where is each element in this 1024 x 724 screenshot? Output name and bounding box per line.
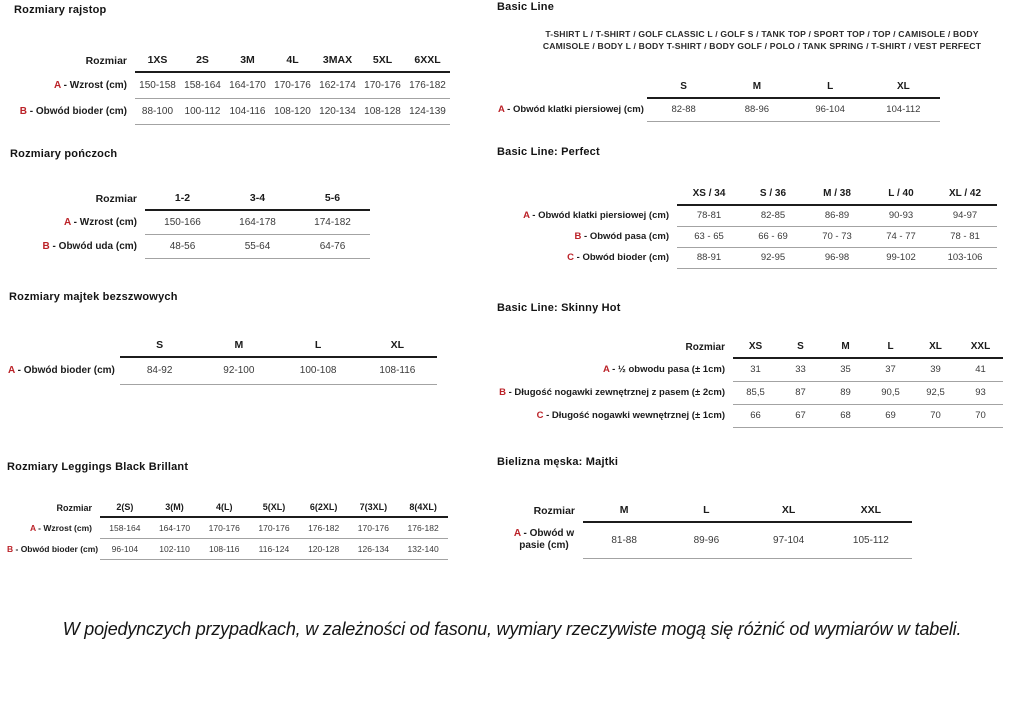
size-column-header: XL xyxy=(748,498,830,522)
section-title-majtki-bezszwowe: Rozmiary majtek bezszwowych xyxy=(9,291,178,303)
size-value: 82-85 xyxy=(741,205,805,226)
size-table xyxy=(20,188,370,259)
size-column-header: S xyxy=(647,76,720,98)
size-value: 93 xyxy=(958,381,1003,404)
size-value: 103-106 xyxy=(933,247,997,268)
size-column-header: M xyxy=(199,335,278,357)
size-value: 55-64 xyxy=(220,234,295,258)
table-corner-label: Rozmiar xyxy=(95,193,137,205)
size-table-perfect xyxy=(510,184,997,269)
size-column-header: 2(S) xyxy=(100,500,150,517)
size-column-header: 2S xyxy=(180,50,225,72)
size-value: 74 - 77 xyxy=(869,226,933,247)
size-column-header: 3(M) xyxy=(150,500,200,517)
size-column-header: 5XL xyxy=(360,50,405,72)
size-value: 108-116 xyxy=(358,357,437,384)
row-label: B - Obwód pasa (cm) xyxy=(574,231,669,242)
size-value: 70 xyxy=(958,404,1003,427)
section-title-rajstopy: Rozmiary rajstop xyxy=(14,4,107,16)
section-title-perfect: Basic Line: Perfect xyxy=(497,146,600,158)
size-column-header: 3-4 xyxy=(220,188,295,210)
size-column-header: XL / 42 xyxy=(933,184,997,205)
size-value: 69 xyxy=(868,404,913,427)
table-row xyxy=(8,357,437,384)
size-value: 97-104 xyxy=(748,522,830,558)
row-label: A - Wzrost (cm) xyxy=(29,522,92,533)
size-value: 170-176 xyxy=(249,517,299,538)
row-label: A - Obwód w pasie (cm) xyxy=(513,527,575,551)
size-value: 92-100 xyxy=(199,357,278,384)
size-value: 176-182 xyxy=(299,517,349,538)
dimension-letter: C xyxy=(536,410,544,421)
size-value: 87 xyxy=(778,381,823,404)
size-value: 164-178 xyxy=(220,210,295,234)
size-column-header: XL xyxy=(358,335,437,357)
row-label: C - Obwód bioder (cm) xyxy=(567,252,669,263)
size-table xyxy=(505,498,912,559)
size-value: 88-91 xyxy=(677,247,741,268)
size-value: 108-120 xyxy=(270,98,315,124)
footer-disclaimer: W pojedynczych przypadkach, w zależności od fasonu, wymiary rzeczywiste mogą się różnić od wymiarów w tabeli. xyxy=(62,619,962,639)
size-value: 99-102 xyxy=(869,247,933,268)
size-column-header: L xyxy=(868,337,913,358)
section-title-majtki-meskie: Bielizna męska: Majtki xyxy=(497,456,619,468)
header-row xyxy=(495,337,1003,358)
product-list-line-2: CAMISOLE / BODY L / BODY T-SHIRT / BODY GOLF / POLO / TANK SPRING / T-SHIRT / VEST PERFECT xyxy=(542,40,982,51)
row-label: A - ½ obwodu pasa (± 1cm) xyxy=(602,364,725,375)
size-value: 85,5 xyxy=(733,381,778,404)
header-row xyxy=(510,184,997,205)
size-column-header: 6XXL xyxy=(405,50,450,72)
size-value: 88-96 xyxy=(720,98,793,121)
size-table-leggings xyxy=(7,500,448,560)
table-corner-label: Rozmiar xyxy=(533,505,575,517)
size-value: 102-110 xyxy=(150,538,200,559)
size-value: 78 - 81 xyxy=(933,226,997,247)
size-value: 126-134 xyxy=(349,538,399,559)
basic-line-product-list xyxy=(500,29,1024,52)
table-row xyxy=(495,381,1003,404)
size-column-header: 6(2XL) xyxy=(299,500,349,517)
size-value: 174-182 xyxy=(295,210,370,234)
size-column-header: M xyxy=(583,498,665,522)
size-value: 162-174 xyxy=(315,72,360,98)
size-table xyxy=(498,76,940,122)
size-value: 41 xyxy=(958,358,1003,381)
size-value: 164-170 xyxy=(150,517,200,538)
table-corner-label xyxy=(510,184,677,205)
size-value: 70 xyxy=(913,404,958,427)
size-table-skinny-hot xyxy=(495,337,1003,428)
dimension-letter: A xyxy=(64,216,71,228)
size-value: 63 - 65 xyxy=(677,226,741,247)
dimension-letter: A xyxy=(54,79,61,91)
table-corner-label: Rozmiar xyxy=(56,503,92,513)
table-row xyxy=(495,404,1003,427)
size-value: 82-88 xyxy=(647,98,720,121)
size-value: 132-140 xyxy=(398,538,448,559)
header-row xyxy=(14,50,450,72)
size-column-header: L xyxy=(794,76,867,98)
size-column-header: XS / 34 xyxy=(677,184,741,205)
size-value: 164-170 xyxy=(225,72,270,98)
row-label: B - Obwód uda (cm) xyxy=(42,240,137,252)
size-value: 78-81 xyxy=(677,205,741,226)
dimension-letter: B xyxy=(19,105,27,117)
size-column-header: XL xyxy=(867,76,940,98)
dimension-letter: A xyxy=(498,104,505,115)
dimension-letter: B xyxy=(7,543,14,554)
size-column-header: S / 36 xyxy=(741,184,805,205)
size-value: 158-164 xyxy=(100,517,150,538)
row-label: A - Wzrost (cm) xyxy=(54,79,127,91)
row-label: A - Obwód bioder (cm) xyxy=(8,365,115,376)
size-column-header: S xyxy=(120,335,199,357)
table-row xyxy=(14,72,450,98)
header-row xyxy=(505,498,912,522)
size-value: 89-96 xyxy=(665,522,747,558)
table-row xyxy=(510,226,997,247)
size-column-header: XS xyxy=(733,337,778,358)
size-value: 70 - 73 xyxy=(805,226,869,247)
size-value: 35 xyxy=(823,358,868,381)
header-row xyxy=(7,500,448,517)
size-table xyxy=(14,50,450,125)
header-row xyxy=(8,335,437,357)
row-label: B - Długość nogawki zewnętrznej z pasem (± 2cm) xyxy=(499,387,725,398)
size-value: 90-93 xyxy=(869,205,933,226)
size-value: 37 xyxy=(868,358,913,381)
section-title-ponczochy: Rozmiary pończoch xyxy=(10,148,118,160)
size-value: 67 xyxy=(778,404,823,427)
size-column-header: M / 38 xyxy=(805,184,869,205)
size-column-header: 7(3XL) xyxy=(349,500,399,517)
row-label: A - Obwód klatki piersiowej (cm) xyxy=(498,104,644,115)
size-value: 39 xyxy=(913,358,958,381)
section-title-skinny-hot: Basic Line: Skinny Hot xyxy=(497,302,621,314)
size-table-ponczochy xyxy=(20,188,370,259)
table-row xyxy=(20,210,370,234)
size-table-majtki-bezszwowe xyxy=(8,335,437,385)
header-row xyxy=(498,76,940,98)
size-value: 64-76 xyxy=(295,234,370,258)
size-value: 96-98 xyxy=(805,247,869,268)
dimension-letter: B xyxy=(42,240,50,252)
size-column-header: 5-6 xyxy=(295,188,370,210)
table-corner-label: Rozmiar xyxy=(685,342,725,353)
size-column-header: 1XS xyxy=(135,50,180,72)
size-value: 108-128 xyxy=(360,98,405,124)
row-label: B - Obwód bioder (cm) xyxy=(7,543,99,554)
table-row xyxy=(20,234,370,258)
size-value: 48-56 xyxy=(145,234,220,258)
size-value: 81-88 xyxy=(583,522,665,558)
size-column-header: 1-2 xyxy=(145,188,220,210)
size-value: 66 xyxy=(733,404,778,427)
size-column-header: L xyxy=(279,335,358,357)
size-value: 92-95 xyxy=(741,247,805,268)
row-label: A - Obwód klatki piersiowej (cm) xyxy=(523,210,669,221)
table-row xyxy=(7,517,448,538)
dimension-letter: A xyxy=(523,210,530,221)
size-value: 170-176 xyxy=(360,72,405,98)
size-column-header: XXL xyxy=(830,498,912,522)
size-table xyxy=(8,335,437,385)
size-value: 88-100 xyxy=(135,98,180,124)
table-corner-label: Rozmiar xyxy=(85,55,127,67)
size-value: 104-116 xyxy=(225,98,270,124)
table-row xyxy=(510,205,997,226)
table-row xyxy=(495,358,1003,381)
size-value: 158-164 xyxy=(180,72,225,98)
size-value: 84-92 xyxy=(120,357,199,384)
size-value: 90,5 xyxy=(868,381,913,404)
table-row xyxy=(7,538,448,559)
size-column-header: 4L xyxy=(270,50,315,72)
size-column-header: XL xyxy=(913,337,958,358)
size-table xyxy=(7,500,448,560)
table-corner-label xyxy=(8,335,120,357)
row-label: A - Wzrost (cm) xyxy=(64,216,137,228)
size-column-header: 3MAX xyxy=(315,50,360,72)
size-value: 150-166 xyxy=(145,210,220,234)
size-value: 124-139 xyxy=(405,98,450,124)
size-column-header: 5(XL) xyxy=(249,500,299,517)
size-table xyxy=(495,337,1003,428)
size-value: 66 - 69 xyxy=(741,226,805,247)
size-value: 176-182 xyxy=(398,517,448,538)
dimension-letter: C xyxy=(567,252,574,263)
table-row xyxy=(505,522,912,558)
row-label: B - Obwód bioder (cm) xyxy=(19,105,127,117)
size-value: 108-116 xyxy=(199,538,249,559)
dimension-letter: A xyxy=(29,522,36,533)
size-value: 31 xyxy=(733,358,778,381)
table-row xyxy=(510,247,997,268)
size-column-header: L / 40 xyxy=(869,184,933,205)
size-value: 89 xyxy=(823,381,868,404)
size-value: 68 xyxy=(823,404,868,427)
size-table-basic-line xyxy=(498,76,940,122)
size-value: 86-89 xyxy=(805,205,869,226)
size-value: 100-108 xyxy=(279,357,358,384)
size-value: 104-112 xyxy=(867,98,940,121)
size-table-majtki-meskie xyxy=(505,498,912,559)
size-value: 116-124 xyxy=(249,538,299,559)
row-label: C - Długość nogawki wewnętrznej (± 1cm) xyxy=(536,410,725,421)
dimension-letter: B xyxy=(499,387,506,398)
table-corner-label xyxy=(498,76,647,98)
size-value: 92,5 xyxy=(913,381,958,404)
size-value: 120-128 xyxy=(299,538,349,559)
dimension-letter: A xyxy=(602,364,610,375)
section-title-leggings: Rozmiary Leggings Black Brillant xyxy=(7,461,189,473)
size-column-header: M xyxy=(823,337,868,358)
size-value: 176-182 xyxy=(405,72,450,98)
size-table-rajstopy xyxy=(14,50,450,125)
size-value: 170-176 xyxy=(270,72,315,98)
size-value: 96-104 xyxy=(794,98,867,121)
size-value: 94-97 xyxy=(933,205,997,226)
size-column-header: 8(4XL) xyxy=(398,500,448,517)
size-value: 96-104 xyxy=(100,538,150,559)
section-title-basic-line: Basic Line xyxy=(497,1,555,13)
size-column-header: 3M xyxy=(225,50,270,72)
table-row xyxy=(14,98,450,124)
size-column-header: 4(L) xyxy=(199,500,249,517)
dimension-letter: A xyxy=(513,527,521,539)
product-list-line-1: T-SHIRT L / T-SHIRT / GOLF CLASSIC L / GOLF S / TANK TOP / SPORT TOP / TOP / CAMISOLE / BODY xyxy=(545,29,979,39)
size-value: 170-176 xyxy=(349,517,399,538)
size-value: 120-134 xyxy=(315,98,360,124)
size-column-header: M xyxy=(720,76,793,98)
dimension-letter: B xyxy=(574,231,582,242)
size-value: 170-176 xyxy=(199,517,249,538)
size-column-header: XXL xyxy=(958,337,1003,358)
header-row xyxy=(20,188,370,210)
dimension-letter: A xyxy=(8,365,15,376)
size-value: 105-112 xyxy=(830,522,912,558)
table-row xyxy=(498,98,940,121)
size-value: 33 xyxy=(778,358,823,381)
size-value: 100-112 xyxy=(180,98,225,124)
size-value: 150-158 xyxy=(135,72,180,98)
size-column-header: L xyxy=(665,498,747,522)
size-table xyxy=(510,184,997,269)
size-column-header: S xyxy=(778,337,823,358)
